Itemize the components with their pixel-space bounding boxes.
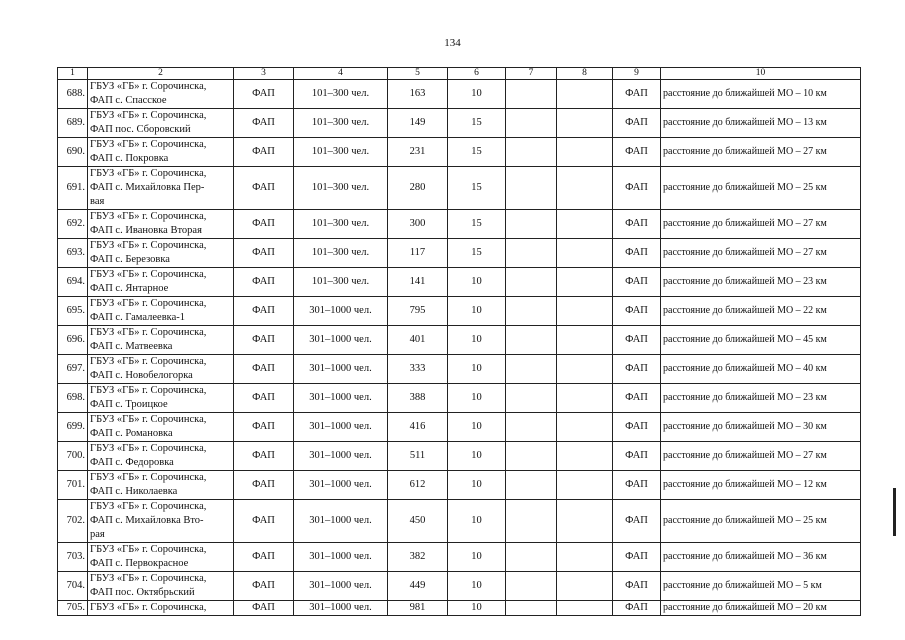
distance-value: 15 [448,138,506,167]
facility-type-result: ФАП [613,442,661,471]
population-count: 382 [388,543,448,572]
organization-cell [88,210,234,239]
population-count: 117 [388,239,448,268]
scan-edge-mark [893,488,896,536]
table-row [58,268,861,297]
population-range: 101–300 чел. [294,210,388,239]
empty-cell [557,500,613,543]
organization-line: ГБУЗ «ГБ» г. Сорочинска, [90,501,207,512]
facility-type-result: ФАП [613,543,661,572]
facility-type-result: ФАП [613,109,661,138]
organization-cell [88,268,234,297]
facility-type: ФАП [234,297,294,326]
row-number: 698. [58,384,88,413]
organization-cell [88,572,234,601]
empty-cell [557,543,613,572]
organization-line: вая [90,196,105,207]
empty-cell [506,80,557,109]
organization-cell [88,109,234,138]
population-count: 981 [388,601,448,616]
organization-line: ГБУЗ «ГБ» г. Сорочинска, [90,414,207,425]
organization-line: рая [90,529,105,540]
table-body [58,68,861,616]
distance-value: 10 [448,572,506,601]
organization-cell [88,384,234,413]
empty-cell [506,384,557,413]
organization-cell [88,80,234,109]
page-number: 134 [444,37,461,49]
facility-type-result: ФАП [613,601,661,616]
organization-line: ГБУЗ «ГБ» г. Сорочинска, [90,356,207,367]
organization-cell [88,239,234,268]
organization-line: ФАП с. Первокрасное [90,558,189,569]
population-range: 301–1000 чел. [294,413,388,442]
population-range: 301–1000 чел. [294,471,388,500]
row-number: 690. [58,138,88,167]
column-number: 5 [388,68,448,80]
facility-type-result: ФАП [613,500,661,543]
facility-type-result: ФАП [613,572,661,601]
population-count: 231 [388,138,448,167]
row-number: 697. [58,355,88,384]
distance-note: расстояние до ближайшей МО – 22 км [661,297,861,326]
organization-line: ГБУЗ «ГБ» г. Сорочинска, [90,443,207,454]
population-count: 612 [388,471,448,500]
distance-note: расстояние до ближайшей МО – 13 км [661,109,861,138]
distance-value: 10 [448,601,506,616]
empty-cell [506,326,557,355]
organization-line: ГБУЗ «ГБ» г. Сорочинска, [90,298,207,309]
organization-line: ГБУЗ «ГБ» г. Сорочинска, [90,81,207,92]
empty-cell [557,210,613,239]
empty-cell [506,442,557,471]
population-range: 101–300 чел. [294,138,388,167]
population-range: 101–300 чел. [294,167,388,210]
facility-type: ФАП [234,471,294,500]
empty-cell [557,109,613,138]
distance-value: 10 [448,471,506,500]
organization-line: ФАП с. Троицкое [90,399,168,410]
table-row [58,239,861,268]
organization-line: ФАП пос. Октябрьский [90,587,195,598]
row-number: 695. [58,297,88,326]
distance-note: расстояние до ближайшей МО – 12 км [661,471,861,500]
row-number: 705. [58,601,88,616]
empty-cell [506,355,557,384]
population-count: 449 [388,572,448,601]
facility-type: ФАП [234,413,294,442]
population-count: 416 [388,413,448,442]
table-row [58,138,861,167]
distance-value: 15 [448,239,506,268]
distance-note: расстояние до ближайшей МО – 27 км [661,210,861,239]
column-number: 8 [557,68,613,80]
population-count: 280 [388,167,448,210]
organization-line: ФАП с. Федоровка [90,457,174,468]
table-row [58,442,861,471]
table-row [58,210,861,239]
organization-line: ГБУЗ «ГБ» г. Сорочинска, [90,385,207,396]
facility-type-result: ФАП [613,268,661,297]
empty-cell [557,326,613,355]
distance-value: 15 [448,210,506,239]
empty-cell [506,239,557,268]
row-number: 703. [58,543,88,572]
column-number-row [58,68,861,80]
distance-value: 10 [448,326,506,355]
organization-line: ГБУЗ «ГБ» г. Сорочинска, [90,240,207,251]
distance-value: 10 [448,80,506,109]
organization-line: ГБУЗ «ГБ» г. Сорочинска, [90,327,207,338]
organization-line: ФАП с. Новобелогорка [90,370,193,381]
column-number: 9 [613,68,661,80]
empty-cell [557,355,613,384]
table-row [58,384,861,413]
distance-note: расстояние до ближайшей МО – 27 км [661,442,861,471]
organization-line: ГБУЗ «ГБ» г. Сорочинска, [90,139,207,150]
facility-type: ФАП [234,109,294,138]
organization-line: ФАП с. Романовка [90,428,173,439]
empty-cell [557,268,613,297]
distance-note: расстояние до ближайшей МО – 23 км [661,268,861,297]
population-range: 301–1000 чел. [294,326,388,355]
distance-note: расстояние до ближайшей МО – 27 км [661,138,861,167]
table-row [58,413,861,442]
table-row [58,355,861,384]
population-range: 301–1000 чел. [294,442,388,471]
table-row [58,167,861,210]
population-count: 300 [388,210,448,239]
empty-cell [506,543,557,572]
empty-cell [557,442,613,471]
organization-cell [88,500,234,543]
distance-note: расстояние до ближайшей МО – 30 км [661,413,861,442]
empty-cell [506,601,557,616]
facility-type-result: ФАП [613,297,661,326]
population-range: 301–1000 чел. [294,543,388,572]
facility-type-result: ФАП [613,80,661,109]
distance-value: 10 [448,543,506,572]
empty-cell [506,471,557,500]
facility-type: ФАП [234,239,294,268]
organization-cell [88,601,234,616]
facility-type: ФАП [234,210,294,239]
distance-value: 10 [448,442,506,471]
population-count: 511 [388,442,448,471]
organization-line: ГБУЗ «ГБ» г. Сорочинска, [90,211,207,222]
facility-type: ФАП [234,167,294,210]
table-row [58,500,861,543]
facility-type-result: ФАП [613,326,661,355]
empty-cell [557,239,613,268]
distance-value: 10 [448,413,506,442]
facility-type-result: ФАП [613,210,661,239]
distance-note: расстояние до ближайшей МО – 36 км [661,543,861,572]
row-number: 699. [58,413,88,442]
distance-note: расстояние до ближайшей МО – 25 км [661,167,861,210]
organization-cell [88,167,234,210]
empty-cell [557,601,613,616]
distance-note: расстояние до ближайшей МО – 45 км [661,326,861,355]
empty-cell [557,297,613,326]
population-count: 401 [388,326,448,355]
population-count: 163 [388,80,448,109]
column-number: 2 [88,68,234,80]
distance-value: 10 [448,297,506,326]
row-number: 702. [58,500,88,543]
empty-cell [506,572,557,601]
table-row [58,326,861,355]
table-row [58,601,861,616]
table-row [58,297,861,326]
distance-note: расстояние до ближайшей МО – 27 км [661,239,861,268]
organization-line: ФАП с. Янтарное [90,283,169,294]
empty-cell [557,413,613,442]
facility-type: ФАП [234,355,294,384]
distance-value: 15 [448,109,506,138]
population-range: 301–1000 чел. [294,601,388,616]
table-row [58,109,861,138]
row-number: 700. [58,442,88,471]
population-range: 301–1000 чел. [294,384,388,413]
row-number: 694. [58,268,88,297]
population-range: 101–300 чел. [294,239,388,268]
facility-type-result: ФАП [613,138,661,167]
empty-cell [506,413,557,442]
column-number: 10 [661,68,861,80]
row-number: 704. [58,572,88,601]
facility-type: ФАП [234,543,294,572]
facility-type: ФАП [234,138,294,167]
table-row [58,543,861,572]
distance-note: расстояние до ближайшей МО – 5 км [661,572,861,601]
row-number: 688. [58,80,88,109]
distance-value: 10 [448,268,506,297]
facility-type: ФАП [234,80,294,109]
column-number: 7 [506,68,557,80]
population-count: 333 [388,355,448,384]
column-number: 3 [234,68,294,80]
organization-line: ГБУЗ «ГБ» г. Сорочинска, [90,269,207,280]
organization-cell [88,442,234,471]
organization-cell [88,543,234,572]
population-range: 301–1000 чел. [294,500,388,543]
organization-line: ГБУЗ «ГБ» г. Сорочинска, [90,110,207,121]
facility-type: ФАП [234,572,294,601]
organization-line: ФАП пос. Сборовский [90,124,191,135]
organization-line: ГБУЗ «ГБ» г. Сорочинска, [90,544,207,555]
organization-cell [88,297,234,326]
distance-note: расстояние до ближайшей МО – 40 км [661,355,861,384]
empty-cell [506,210,557,239]
population-range: 101–300 чел. [294,268,388,297]
column-number: 6 [448,68,506,80]
empty-cell [557,167,613,210]
distance-value: 10 [448,384,506,413]
facility-type: ФАП [234,500,294,543]
organization-line: ГБУЗ «ГБ» г. Сорочинска, [90,168,207,179]
organization-line: ФАП с. Гамалеевка-1 [90,312,185,323]
organization-line: ФАП с. Березовка [90,254,170,265]
population-range: 301–1000 чел. [294,297,388,326]
table-row [58,471,861,500]
empty-cell [557,80,613,109]
organization-cell [88,138,234,167]
organization-line: ГБУЗ «ГБ» г. Сорочинска, [90,573,207,584]
facility-type: ФАП [234,601,294,616]
organization-line: ФАП с. Спасское [90,95,167,106]
distance-note: расстояние до ближайшей МО – 10 км [661,80,861,109]
organization-cell [88,471,234,500]
distance-note: расстояние до ближайшей МО – 20 км [661,601,861,616]
organization-cell [88,355,234,384]
facility-type-result: ФАП [613,167,661,210]
organization-line: ФАП с. Михайловка Вто- [90,515,204,526]
organization-line: ФАП с. Матвеевка [90,341,173,352]
organization-line: ФАП с. Михайловка Пер- [90,182,205,193]
distance-value: 15 [448,167,506,210]
column-number: 1 [58,68,88,80]
row-number: 689. [58,109,88,138]
population-range: 101–300 чел. [294,80,388,109]
empty-cell [557,138,613,167]
distance-value: 10 [448,500,506,543]
facility-type-result: ФАП [613,413,661,442]
empty-cell [557,471,613,500]
population-count: 388 [388,384,448,413]
facility-type-result: ФАП [613,355,661,384]
row-number: 693. [58,239,88,268]
organization-line: ФАП с. Николаевка [90,486,178,497]
column-number: 4 [294,68,388,80]
organization-line: ФАП с. Покровка [90,153,169,164]
facility-type: ФАП [234,384,294,413]
empty-cell [506,138,557,167]
population-count: 141 [388,268,448,297]
table-row [58,572,861,601]
empty-cell [506,109,557,138]
facility-type: ФАП [234,326,294,355]
facility-type-result: ФАП [613,384,661,413]
population-count: 149 [388,109,448,138]
facility-type: ФАП [234,442,294,471]
organization-cell [88,326,234,355]
facility-table [57,67,861,616]
facility-type-result: ФАП [613,239,661,268]
table-row [58,80,861,109]
organization-line: ФАП с. Ивановка Вторая [90,225,202,236]
organization-line: ГБУЗ «ГБ» г. Сорочинска, [90,472,207,483]
population-range: 301–1000 чел. [294,355,388,384]
row-number: 691. [58,167,88,210]
distance-note: расстояние до ближайшей МО – 23 км [661,384,861,413]
empty-cell [506,268,557,297]
organization-line: ГБУЗ «ГБ» г. Сорочинска, [90,602,207,613]
population-count: 795 [388,297,448,326]
population-range: 101–300 чел. [294,109,388,138]
empty-cell [506,167,557,210]
empty-cell [506,297,557,326]
empty-cell [506,500,557,543]
population-range: 301–1000 чел. [294,572,388,601]
row-number: 692. [58,210,88,239]
row-number: 696. [58,326,88,355]
row-number: 701. [58,471,88,500]
facility-type: ФАП [234,268,294,297]
distance-value: 10 [448,355,506,384]
empty-cell [557,572,613,601]
population-count: 450 [388,500,448,543]
distance-note: расстояние до ближайшей МО – 25 км [661,500,861,543]
empty-cell [557,384,613,413]
facility-type-result: ФАП [613,471,661,500]
organization-cell [88,413,234,442]
